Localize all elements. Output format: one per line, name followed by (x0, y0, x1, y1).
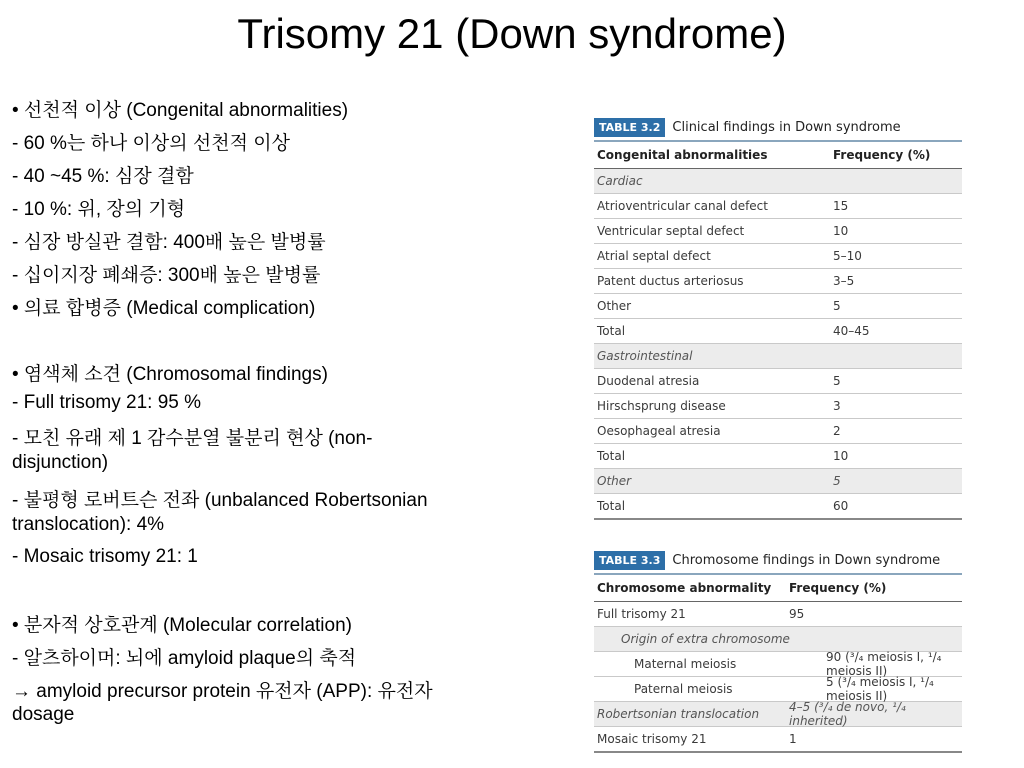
table-row (594, 294, 962, 319)
row-frequency: 90 (³/₄ meiosis I, ¹/₄ meiosis II) (826, 650, 942, 678)
table-row (594, 727, 962, 753)
row-frequency: 4–5 (³/₄ de novo, ¹/₄ inherited) (789, 700, 906, 728)
row-frequency: 5–10 (833, 249, 862, 263)
column-header-row (594, 575, 962, 602)
row-label: Origin of extra chromosome (621, 632, 790, 646)
row-label: Patent ductus arteriosus (597, 274, 744, 288)
row-label: Oesophageal atresia (597, 424, 721, 438)
list-item: - 십이지장 폐쇄증: 300배 높은 발병률 (12, 265, 321, 286)
table-row (594, 627, 962, 652)
list-item: • 분자적 상호관계 (Molecular correlation) (12, 615, 352, 636)
table-header (594, 114, 962, 142)
list-item: → amyloid precursor protein 유전자 (APP): 유전자 (12, 681, 433, 702)
row-frequency: 10 (833, 224, 849, 238)
column-header: Frequency (%) (833, 148, 931, 162)
row-label: Paternal meiosis (634, 682, 733, 696)
table-row (594, 702, 962, 727)
table-row (594, 219, 962, 244)
list-item: - Mosaic trisomy 21: 1 (12, 546, 198, 567)
column-header: Congenital abnormalities (597, 148, 768, 162)
row-frequency: 3–5 (833, 274, 855, 288)
row-frequency: 95 (789, 607, 805, 621)
table-badge: TABLE 3.2 (594, 118, 665, 137)
row-frequency: 40–45 (833, 324, 870, 338)
clinical-findings-table (594, 114, 962, 520)
list-item: dosage (12, 704, 75, 725)
list-item: • 의료 합병증 (Medical complication) (12, 298, 316, 319)
table-caption: Clinical findings in Down syndrome (672, 119, 901, 135)
row-label: Full trisomy 21 (597, 607, 686, 621)
list-item: - 40 ~45 %: 심장 결함 (12, 166, 194, 187)
list-item: translocation): 4% (12, 514, 165, 535)
chromosome-findings-table (594, 547, 962, 753)
row-label: Atrial septal defect (597, 249, 711, 263)
row-frequency: 15 (833, 199, 849, 213)
column-header-row (594, 142, 962, 169)
table-row (594, 244, 962, 269)
table-caption: Chromosome findings in Down syndrome (672, 552, 941, 568)
list-item: - 알츠하이머: 뇌에 amyloid plaque의 축적 (12, 648, 357, 669)
row-frequency: 1 (789, 732, 797, 746)
row-frequency: 3 (833, 399, 841, 413)
table-row (594, 319, 962, 344)
row-label: Maternal meiosis (634, 657, 737, 671)
list-item: • 선천적 이상 (Congenital abnormalities) (12, 100, 349, 121)
table-badge: TABLE 3.3 (594, 551, 665, 570)
row-label: Gastrointestinal (597, 349, 693, 363)
slide-title: Trisomy 21 (Down syndrome) (237, 10, 787, 57)
row-label: Duodenal atresia (597, 374, 700, 388)
row-frequency: 5 (³/₄ meiosis I, ¹/₄ meiosis II) (826, 675, 934, 703)
row-label: Total (597, 324, 626, 338)
row-label: Cardiac (597, 174, 643, 188)
list-item: - Full trisomy 21: 95 % (12, 392, 201, 413)
row-frequency: 5 (833, 299, 841, 313)
row-label: Other (597, 299, 632, 313)
list-item: disjunction) (12, 452, 109, 473)
list-item: - 10 %: 위, 장의 기형 (12, 199, 186, 220)
list-item: • 염색체 소견 (Chromosomal findings) (12, 364, 328, 385)
row-label: Total (597, 449, 626, 463)
row-label: Mosaic trisomy 21 (597, 732, 707, 746)
table-header (594, 547, 962, 575)
row-frequency: 60 (833, 499, 849, 513)
row-frequency: 5 (833, 474, 841, 488)
list-item: - 불평형 로버트슨 전좌 (unbalanced Robertsonian (12, 490, 428, 511)
list-item: - 모친 유래 제 1 감수분열 불분리 현상 (non- (12, 428, 373, 449)
column-header: Chromosome abnormality (597, 581, 772, 595)
row-frequency: 10 (833, 449, 849, 463)
row-frequency: 5 (833, 374, 841, 388)
table-row (594, 444, 962, 469)
table-row (594, 394, 962, 419)
table-row (594, 677, 962, 702)
row-label: Hirschsprung disease (597, 399, 726, 413)
table-row (594, 469, 962, 494)
table-row (594, 494, 962, 520)
list-item: - 60 %는 하나 이상의 선천적 이상 (12, 133, 290, 154)
table-row (594, 419, 962, 444)
table-row (594, 169, 962, 194)
row-label: Other (597, 474, 632, 488)
table-row (594, 194, 962, 219)
row-label: Total (597, 499, 626, 513)
row-frequency: 2 (833, 424, 841, 438)
row-label: Atrioventricular canal defect (597, 199, 768, 213)
column-header: Frequency (%) (789, 581, 887, 595)
row-label: Ventricular septal defect (597, 224, 745, 238)
table-row (594, 344, 962, 369)
row-label: Robertsonian translocation (597, 707, 760, 721)
table-row (594, 652, 962, 677)
table-row (594, 369, 962, 394)
list-item: - 심장 방실관 결함: 400배 높은 발병률 (12, 232, 326, 253)
table-row (594, 269, 962, 294)
table-row (594, 602, 962, 627)
